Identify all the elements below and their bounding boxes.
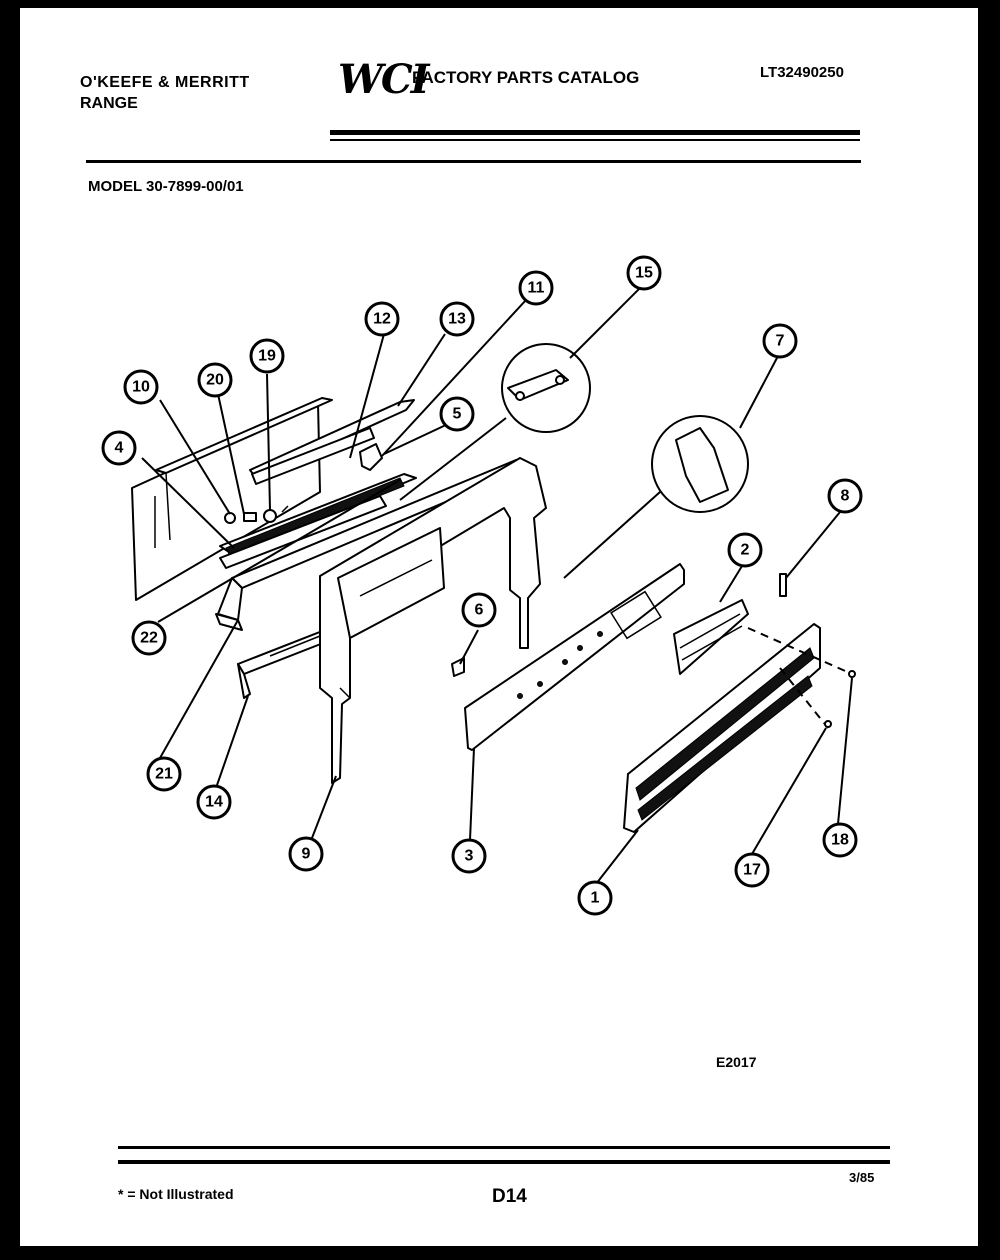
svg-text:22: 22 xyxy=(140,629,158,647)
figure-code: E2017 xyxy=(716,1054,757,1070)
part-1-front-trim xyxy=(624,624,855,832)
svg-text:13: 13 xyxy=(448,310,466,328)
svg-text:10: 10 xyxy=(132,378,150,396)
callout-11 xyxy=(520,272,552,304)
catalog-page xyxy=(20,8,978,1246)
callout-10 xyxy=(125,371,157,403)
svg-text:12: 12 xyxy=(373,310,391,328)
exploded-parts-diagram xyxy=(20,8,978,1246)
svg-text:9: 9 xyxy=(301,845,311,863)
callout-6 xyxy=(463,594,495,626)
catalog-number: LT32490250 xyxy=(760,64,844,81)
part-3-control-panel xyxy=(465,564,684,750)
wci-logo: WCI xyxy=(338,56,428,103)
manufacturer-name: O'KEEFE & MERRITT xyxy=(80,74,250,91)
svg-text:2: 2 xyxy=(740,541,750,559)
callout-2 xyxy=(729,534,761,566)
part-2-trim-plate xyxy=(674,600,748,674)
callout-21 xyxy=(148,758,180,790)
revision-date: 3/85 xyxy=(849,1170,875,1185)
callout-13 xyxy=(441,303,473,335)
footer-rule-thick xyxy=(118,1146,890,1149)
callout-18 xyxy=(824,824,856,856)
svg-text:5: 5 xyxy=(452,405,462,423)
callout-20 xyxy=(199,364,231,396)
callout-9 xyxy=(290,838,322,870)
model-label: MODEL 30-7899-00/01 xyxy=(88,178,244,195)
svg-text:20: 20 xyxy=(206,371,224,389)
callout-17 xyxy=(736,854,768,886)
svg-text:3: 3 xyxy=(464,847,474,865)
svg-text:4: 4 xyxy=(114,439,124,457)
part-8-screw xyxy=(780,574,786,596)
callout-1 xyxy=(579,882,611,914)
callout-3 xyxy=(453,840,485,872)
page-number: D14 xyxy=(492,1186,527,1207)
callout-14 xyxy=(198,786,230,818)
svg-text:8: 8 xyxy=(840,487,850,505)
callout-22 xyxy=(133,622,165,654)
svg-text:18: 18 xyxy=(831,831,849,849)
catalog-title: FACTORY PARTS CATALOG xyxy=(412,68,640,87)
callout-12 xyxy=(366,303,398,335)
part-11-bracket xyxy=(360,444,382,470)
callout-4 xyxy=(103,432,135,464)
callout-7 xyxy=(764,325,796,357)
detail-7-magnifier xyxy=(564,416,748,578)
callout-5 xyxy=(441,398,473,430)
svg-text:11: 11 xyxy=(527,279,545,297)
product-type: RANGE xyxy=(80,95,138,112)
svg-text:1: 1 xyxy=(590,889,600,907)
callout-15 xyxy=(628,257,660,289)
footer-rule-thin xyxy=(118,1160,890,1164)
not-illustrated-note: * = Not Illustrated xyxy=(118,1186,234,1202)
svg-text:7: 7 xyxy=(775,332,785,350)
callout-19 xyxy=(251,340,283,372)
svg-text:17: 17 xyxy=(743,861,761,879)
svg-text:14: 14 xyxy=(205,793,223,811)
callout-8 xyxy=(829,480,861,512)
svg-text:19: 19 xyxy=(258,347,276,365)
svg-text:6: 6 xyxy=(474,601,484,619)
svg-text:21: 21 xyxy=(155,765,173,783)
svg-text:15: 15 xyxy=(635,264,653,282)
